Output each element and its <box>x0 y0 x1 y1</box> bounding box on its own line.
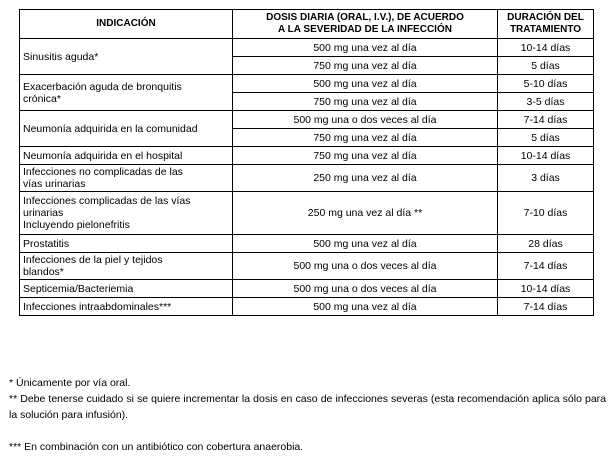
dose-cell: 750 mg una vez al día <box>233 129 498 147</box>
indication-text: crónica* <box>23 92 61 105</box>
indication-text: Infecciones de la piel y tejidos <box>23 254 163 266</box>
indication-cell <box>20 253 233 280</box>
header-dose-line1: DOSIS DIARIA (ORAL, I.V.), DE ACUERDO <box>266 12 464 23</box>
table-row <box>20 192 594 235</box>
dose-cell: 500 mg una vez al día <box>233 298 498 316</box>
header-duration <box>498 10 594 39</box>
table-row <box>20 280 594 298</box>
dose-cell: 750 mg una vez al día <box>233 93 498 111</box>
duration-cell: 5 días <box>498 129 594 147</box>
table-row <box>20 235 594 253</box>
dose-cell: 500 mg una vez al día <box>233 235 498 253</box>
indication-cell <box>20 192 233 235</box>
dose-cell: 500 mg una o dos veces al día <box>233 111 498 129</box>
indication-text: Incluyendo pielonefritis <box>23 219 130 231</box>
table-row <box>20 75 594 93</box>
indication-text: Prostatitis <box>23 237 70 250</box>
header-indication-label: INDICACIÓN <box>96 18 156 29</box>
duration-cell: 5-10 días <box>498 75 594 93</box>
duration-cell: 7-10 días <box>498 192 594 235</box>
footnote-oral-only: * Únicamente por vía oral. <box>9 377 131 389</box>
dose-cell: 500 mg una vez al día <box>233 39 498 57</box>
dose-cell: 250 mg una vez al día <box>233 165 498 192</box>
indication-text: vías urinarias <box>23 178 86 190</box>
duration-cell: 5 días <box>498 57 594 75</box>
indication-text: Exacerbación aguda de bronquitis <box>23 80 182 93</box>
header-duration-line2: TRATAMIENTO <box>509 24 582 35</box>
header-dose <box>233 10 498 39</box>
indication-cell <box>20 165 233 192</box>
duration-cell: 3-5 días <box>498 93 594 111</box>
duration-cell: 28 días <box>498 235 594 253</box>
duration-cell: 10-14 días <box>498 39 594 57</box>
duration-cell: 10-14 días <box>498 280 594 298</box>
indication-cell <box>20 280 233 298</box>
footnote-anaerobic: *** En combinación con un antibiótico con cobertura anaerobia. <box>9 441 304 453</box>
duration-cell: 3 días <box>498 165 594 192</box>
dose-cell: 500 mg una o dos veces al día <box>233 280 498 298</box>
indication-cell <box>20 75 233 111</box>
indication-text: urinarias <box>23 207 64 219</box>
header-duration-line1: DURACIÓN DEL <box>507 12 584 23</box>
table-row <box>20 39 594 57</box>
table-row <box>20 298 594 316</box>
indication-text: Neumonía adquirida en la comunidad <box>23 122 198 135</box>
indication-text: Sinusitis aguda* <box>23 50 99 63</box>
footnote-dose-caution: ** Debe tenerse cuidado si se quiere incrementar la dosis en caso de infecciones severas (esta recomendación aplica sólo para la solución para infusión). <box>9 393 606 421</box>
indication-text: Septicemia/Bacteriemia <box>23 282 134 295</box>
header-indication <box>20 10 233 39</box>
indication-text: Neumonía adquirida en el hospital <box>23 149 183 162</box>
dose-cell: 750 mg una vez al día <box>233 57 498 75</box>
indication-cell <box>20 147 233 165</box>
table-row <box>20 253 594 280</box>
duration-cell: 7-14 días <box>498 253 594 280</box>
table-row <box>20 111 594 129</box>
header-dose-line2: A LA SEVERIDAD DE LA INFECCIÓN <box>278 24 452 35</box>
indication-cell <box>20 298 233 316</box>
dose-cell: 750 mg una vez al día <box>233 147 498 165</box>
dose-cell: 500 mg una o dos veces al día <box>233 253 498 280</box>
dosing-table <box>19 9 594 316</box>
duration-cell: 7-14 días <box>498 111 594 129</box>
indication-cell <box>20 39 233 75</box>
indication-text: Infecciones complicadas de las vías <box>23 195 191 207</box>
footnotes <box>9 375 606 455</box>
duration-cell: 7-14 días <box>498 298 594 316</box>
dose-cell: 250 mg una vez al día ** <box>233 192 498 235</box>
indication-text: blandos* <box>23 266 64 278</box>
duration-cell: 10-14 días <box>498 147 594 165</box>
table-body <box>20 39 594 316</box>
indication-text: Infecciones intraabdominales*** <box>23 300 172 313</box>
indication-text: Infecciones no complicadas de las <box>23 166 183 178</box>
dose-cell: 500 mg una vez al día <box>233 75 498 93</box>
indication-cell <box>20 235 233 253</box>
table-header-row <box>20 10 594 39</box>
indication-cell <box>20 111 233 147</box>
table-row <box>20 147 594 165</box>
table-row <box>20 165 594 192</box>
